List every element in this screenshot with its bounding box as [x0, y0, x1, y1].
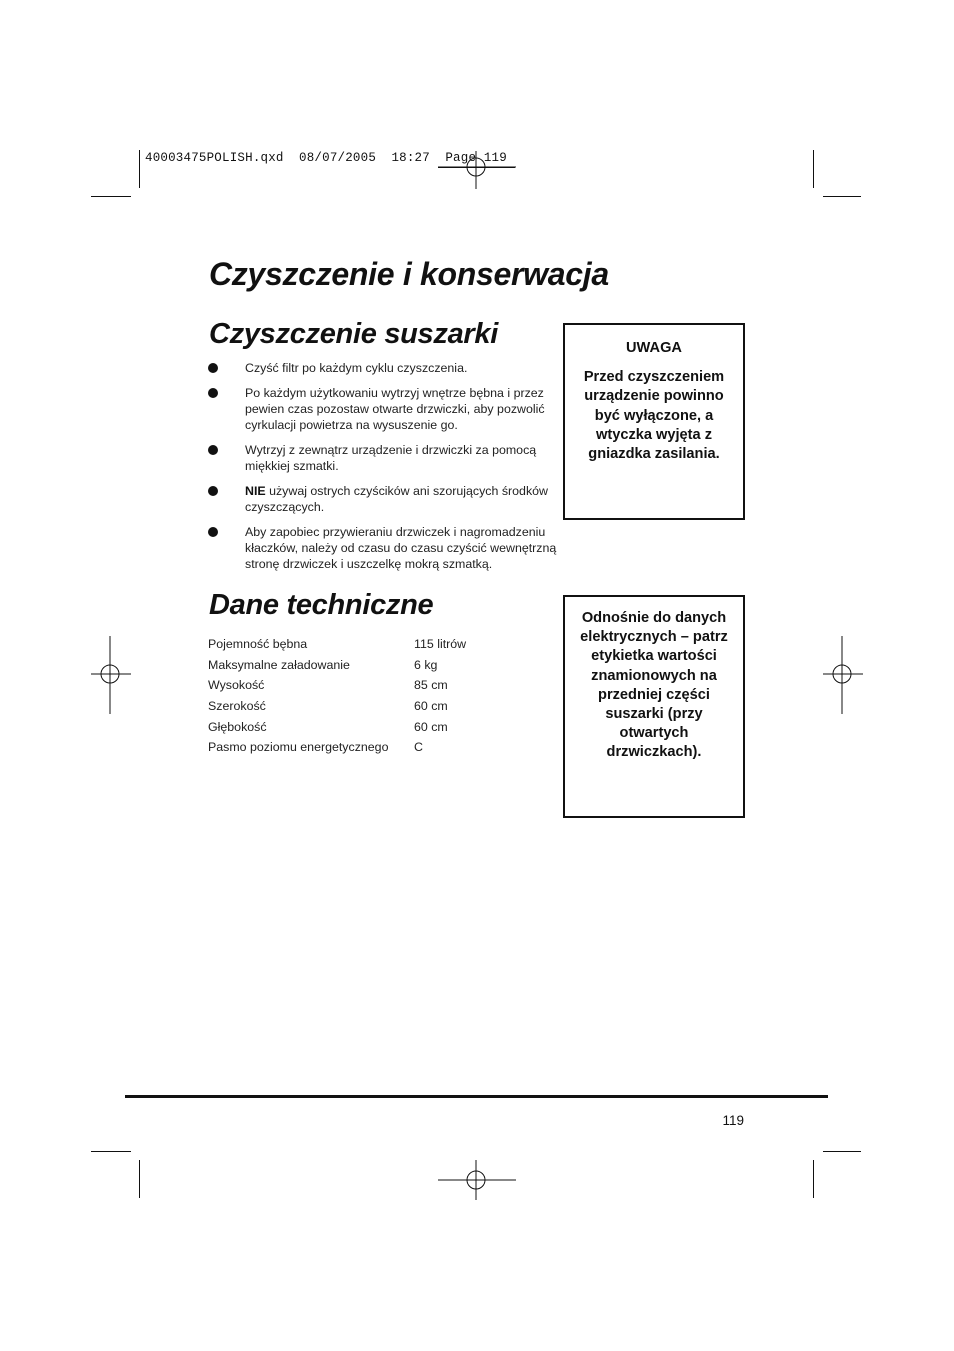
registration-mark-icon [438, 1160, 516, 1200]
section-heading-cleaning: Czyszczenie suszarki [209, 318, 498, 350]
page-title: Czyszczenie i konserwacja [209, 256, 609, 292]
section-heading-technical: Dane techniczne [209, 589, 434, 621]
crop-mark [139, 1160, 140, 1198]
bullet-icon [208, 486, 218, 496]
footer-rule [125, 1095, 828, 1098]
list-item: Wytrzyj z zewnątrz urządzenie i drzwiczki za pomocą miękkiej szmatki. [207, 442, 557, 474]
emphasis-text: NIE [245, 484, 266, 498]
table-row: Szerokość 60 cm [208, 699, 448, 714]
table-row: Wysokość 85 cm [208, 678, 448, 693]
warning-title: UWAGA [626, 340, 682, 356]
electrical-info-text: Odnośnie do danych elektrycznych – patrz etykietka wartości znamionowych na przedniej części suszarki (przy otwartych drzwiczkach). [580, 610, 728, 761]
list-item: Po każdym użytkowaniu wytrzyj wnętrze bębna i przez pewien czas pozostaw otwarte drzwiczki, aby pozwolić cyrkulacji powietrza na wysuszenie go. [207, 385, 557, 433]
specs-table [208, 634, 466, 758]
crop-mark [91, 1151, 131, 1152]
table-row: Pasmo poziomu energetycznego C [208, 740, 423, 755]
bullet-icon [208, 445, 218, 455]
crop-mark [823, 1151, 861, 1152]
registration-mark-icon [823, 636, 863, 714]
table-row: Głębokość 60 cm [208, 719, 448, 734]
print-slug: 40003475POLISH.qxd 08/07/2005 18:27 Page 119 [145, 151, 507, 165]
page-number: 119 [722, 1113, 744, 1128]
crop-mark [813, 150, 814, 188]
crop-mark [91, 196, 131, 197]
electrical-info-box [563, 595, 745, 818]
list-item: Aby zapobiec przywieraniu drzwiczek i nagromadzeniu kłaczków, należy od czasu do czasu czyścić wewnętrzną stronę drzwiczek i uszczelkę mokrą szmatką. [207, 524, 557, 572]
bullet-icon [208, 527, 218, 537]
list-item: NIE używaj ostrych czyścików ani szorujących środków czyszczących. [207, 483, 557, 515]
crop-mark [813, 1160, 814, 1198]
bullet-icon [208, 388, 218, 398]
registration-mark-icon [438, 151, 516, 189]
warning-text: Przed czyszczeniem urządzenie powinno być wyłączone, a wtyczka wyjęta z gniazdka zasilania. [583, 369, 725, 463]
crop-mark [823, 196, 861, 197]
registration-mark-icon [91, 636, 131, 714]
cleaning-list [207, 360, 557, 581]
bullet-icon [208, 363, 218, 373]
crop-mark [139, 150, 140, 188]
table-row: Maksymalne załadowanie 6 kg [208, 657, 438, 672]
warning-box [563, 323, 745, 520]
list-item: Czyść filtr po każdym cyklu czyszczenia. [207, 360, 557, 376]
table-row: Pojemność bębna 115 litrów [208, 637, 467, 652]
